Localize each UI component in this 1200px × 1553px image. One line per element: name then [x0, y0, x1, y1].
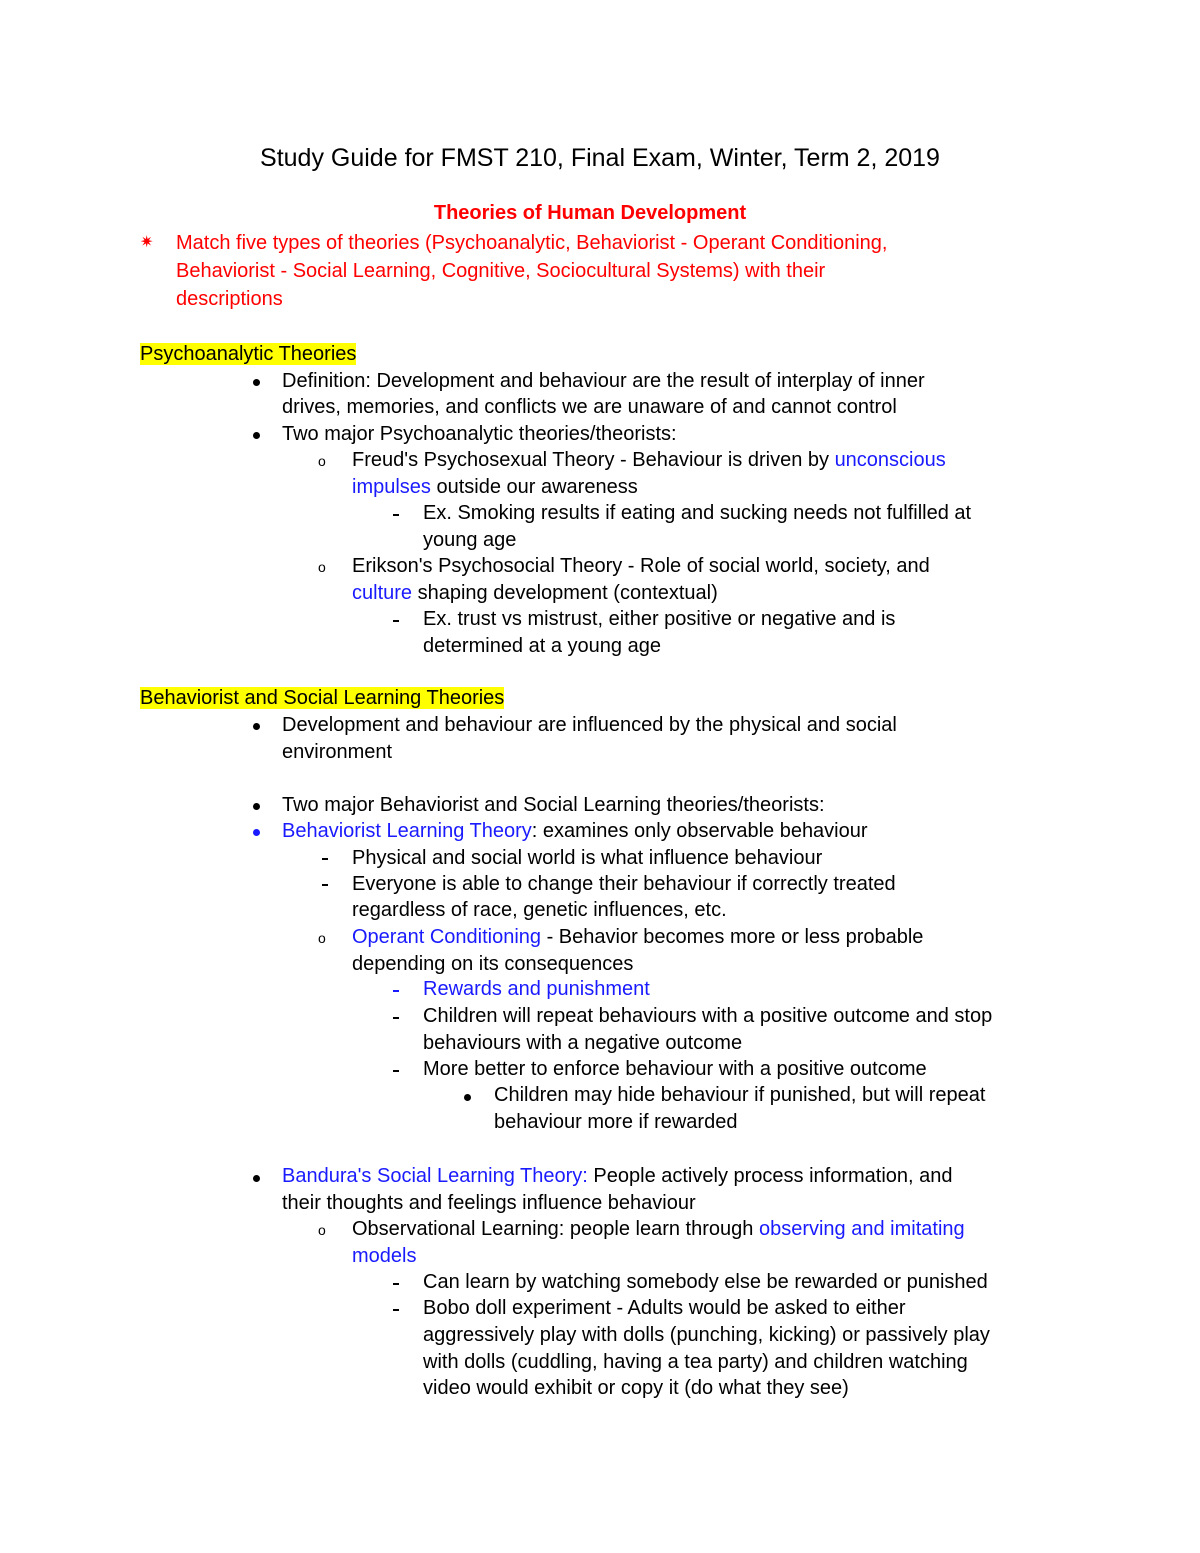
circle-bullet-icon: o — [318, 559, 326, 575]
list-item: Bandura's Social Learning Theory: People actively process information, and — [282, 1165, 953, 1187]
bullet-icon — [253, 803, 260, 810]
intro-line: Match five types of theories (Psychoanalytic, Behaviorist - Operant Conditioning, — [176, 232, 888, 254]
intro-line: Behaviorist - Social Learning, Cognitive, Sociocultural Systems) with their — [176, 260, 826, 282]
bullet-icon — [464, 1094, 471, 1101]
list-item: Children will repeat behaviours with a positive outcome and stop — [423, 1005, 993, 1027]
bullet-icon — [253, 1175, 260, 1182]
list-item: video would exhibit or copy it (do what they see) — [423, 1377, 849, 1399]
dash-bullet-icon — [393, 1309, 399, 1311]
list-item: aggressively play with dolls (punching, kicking) or passively play — [423, 1324, 990, 1346]
dash-bullet-icon — [393, 1070, 399, 1072]
bullet-icon — [253, 432, 260, 439]
list-item: More better to enforce behaviour with a positive outcome — [423, 1058, 927, 1080]
section-subtitle: Theories of Human Development — [433, 202, 747, 224]
list-item: Ex. Smoking results if eating and sucking needs not fulfilled at — [423, 502, 972, 524]
list-item: impulses outside our awareness — [352, 476, 638, 498]
bullet-icon — [253, 379, 260, 386]
list-item: Ex. trust vs mistrust, either positive or negative and is — [423, 608, 896, 630]
bullet-icon — [253, 829, 260, 836]
list-item: Everyone is able to change their behaviour if correctly treated — [352, 873, 896, 895]
list-item: Observational Learning: people learn through observing and imitating — [352, 1218, 965, 1240]
list-item: determined at a young age — [423, 635, 661, 657]
dash-bullet-icon — [393, 620, 399, 622]
list-item: drives, memories, and conflicts we are unaware of and cannot control — [282, 396, 897, 418]
psychoanalytic-heading: Psychoanalytic Theories — [140, 343, 357, 365]
list-item: Two major Psychoanalytic theories/theorists: — [282, 423, 677, 445]
list-item: Can learn by watching somebody else be rewarded or punished — [423, 1271, 988, 1293]
behaviorist-heading: Behaviorist and Social Learning Theories — [140, 687, 505, 709]
list-item: behaviours with a negative outcome — [423, 1032, 743, 1054]
dash-bullet-icon — [393, 990, 399, 992]
list-item: Rewards and punishment — [423, 978, 650, 1000]
circle-bullet-icon: o — [318, 930, 326, 946]
list-item: Children may hide behaviour if punished, but will repeat — [494, 1084, 986, 1106]
bullet-icon — [253, 723, 260, 730]
dash-bullet-icon — [393, 514, 399, 516]
circle-bullet-icon: o — [318, 1222, 326, 1238]
list-item: Bobo doll experiment - Adults would be asked to either — [423, 1297, 906, 1319]
list-item: depending on its consequences — [352, 953, 634, 975]
list-item: models — [352, 1245, 417, 1267]
list-item: Physical and social world is what influence behaviour — [352, 847, 823, 869]
list-item: Development and behaviour are influenced by the physical and social — [282, 714, 897, 736]
list-item: young age — [423, 529, 517, 551]
dash-bullet-icon — [322, 884, 328, 886]
intro-line: descriptions — [176, 288, 283, 310]
list-item: culture shaping development (contextual) — [352, 582, 718, 604]
list-item: Operant Conditioning - Behavior becomes more or less probable — [352, 926, 924, 948]
dash-bullet-icon — [393, 1017, 399, 1019]
list-item: environment — [282, 741, 393, 763]
list-item: their thoughts and feelings influence behaviour — [282, 1192, 696, 1214]
circle-bullet-icon: o — [318, 453, 326, 469]
list-item: with dolls (cuddling, having a tea party) and children watching — [423, 1351, 968, 1373]
dash-bullet-icon — [322, 858, 328, 860]
list-item: behaviour more if rewarded — [494, 1111, 738, 1133]
list-item: regardless of race, genetic influences, etc. — [352, 899, 727, 921]
dash-bullet-icon — [393, 1283, 399, 1285]
document-title: Study Guide for FMST 210, Final Exam, Winter, Term 2, 2019 — [260, 144, 940, 172]
list-item: Definition: Development and behaviour are the result of interplay of inner — [282, 370, 925, 392]
list-item: Freud's Psychosexual Theory - Behaviour is driven by unconscious — [352, 449, 946, 471]
list-item: Two major Behaviorist and Social Learning theories/theorists: — [282, 794, 825, 816]
list-item: Behaviorist Learning Theory: examines only observable behaviour — [282, 820, 868, 842]
list-item: Erikson's Psychosocial Theory - Role of social world, society, and — [352, 555, 930, 577]
star-bullet-icon: ✷ — [140, 234, 154, 251]
